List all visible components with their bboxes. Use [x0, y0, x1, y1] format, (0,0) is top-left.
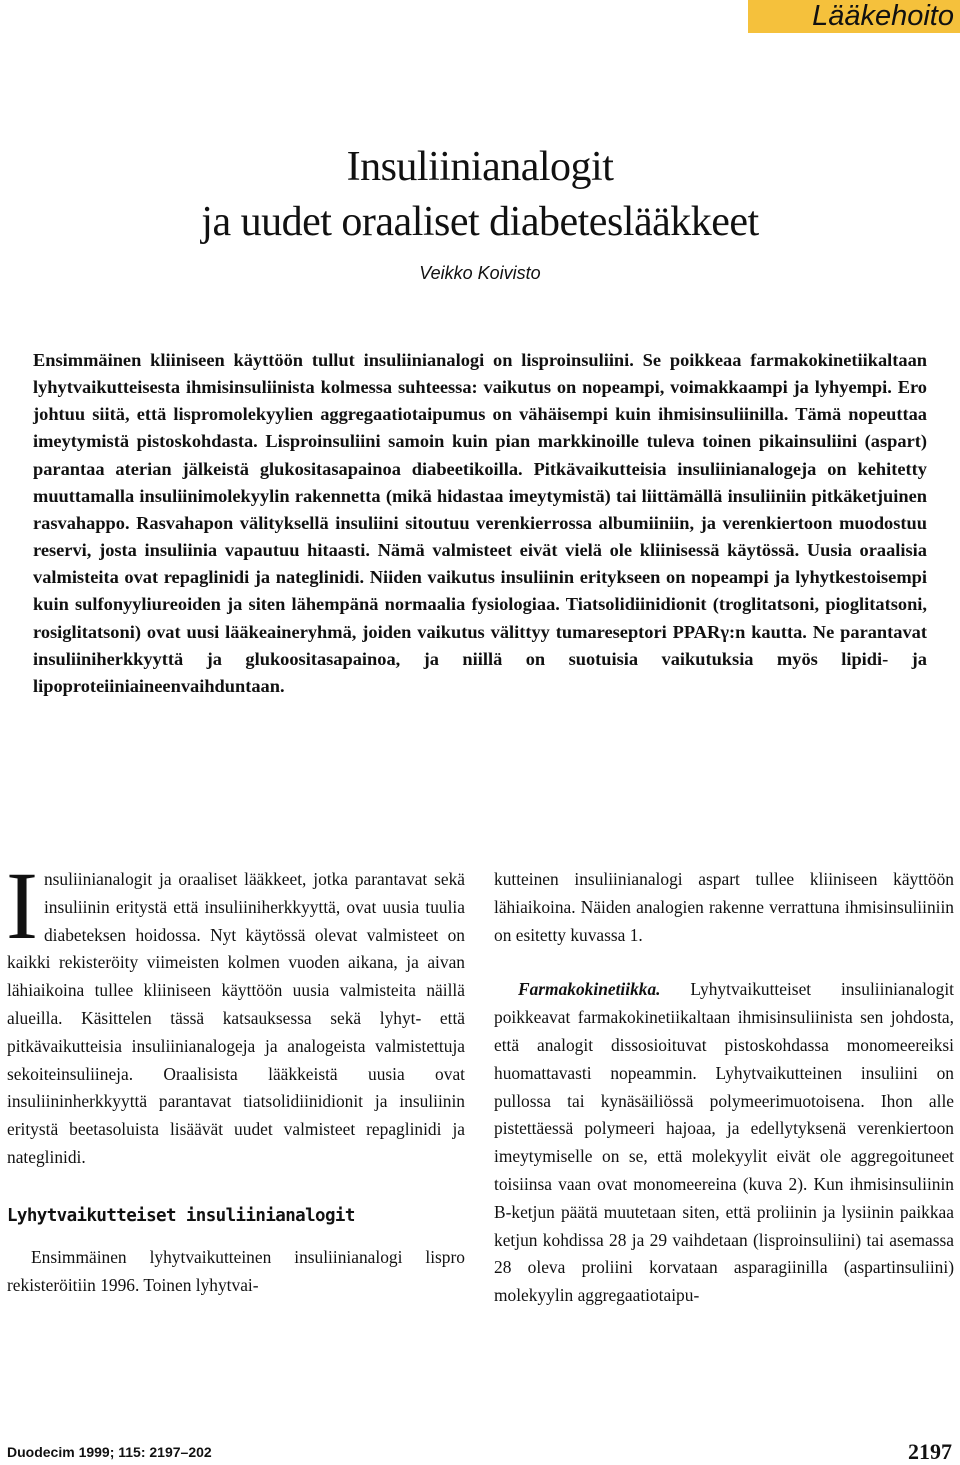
- author-name: Veikko Koivisto: [419, 263, 541, 283]
- right-paragraph-1: kutteinen insuliinianalogi aspart tullee kliiniseen käyttöön lähiaikoina. Näiden analogien rakenne verrattuna ihmisinsuliiniin on esitetty kuvassa 1.: [494, 869, 954, 945]
- intro-paragraph: [6, 852, 465, 1172]
- abstract: Ensimmäinen kliiniseen käyttöön tullut insuliinianalogi on lisproinsuliini. Se poikkeaa farmakokinetiikaltaan lyhytvaikutteisesta ihmisinsuliinista kolmessa suhteessa: vaikutus on nopeampi, voimakkaampi ja lyhyempi. Ero johtuu siitä, että lispromolekyylien aggregaatiotaipumus on vähäisempi kuin ihmisinsuliinilla. Tämä nopeuttaa imeytymistä pistoskohdasta. Lisproinsuliini samoin kuin pian markkinoille tuleva toinen pikainsuliini (aspart) parantaa aterian jälkeistä glukositasapainoa diabeetikoilla. Pitkävaikutteisia insuliinianalogeja on kehitetty muuttamalla insuliinimolekyylin rakennetta (mikä hidastaa imeytymistä) tai liittämällä insuliiniin pitkäketjuinen rasvahappo. Rasvahapon välityksellä insuliini sitoutuu verenkierrossa albumiiniin, ja verenkiertoon muodostuu reservi, josta insuliinia vapautuu hitaasti. Nämä valmisteet eivät vielä ole kliinisessä käytössä. Uusia oraalisia valmisteita ovat repaglinidi ja nateglinidi. Niiden vaikutus insuliinin eritykseen on nopeampi ja lyhytkestoisempi kuin sulfonyyliureoiden ja siten lähempänä normaalia fysiologiaa. Tiatsolidiinidionit (troglitatsoni, pioglitatsoni, rosiglitatsoni) ovat uusi lääkeaineryhmä, joiden vaikutus välittyy tumareseptori PPARγ:n kautta. Ne parantavat insuliiniherkkyyttä ja glukoositasapainoa, ja niillä on suotuisia vaikutuksia myös lipidi- ja lipoproteiiniaineenvaihduntaan.: [33, 350, 927, 696]
- right-column: [494, 866, 954, 1310]
- intro-text: nsuliinianalogit ja oraaliset lääkkeet, jotka parantavat sekä insuliinin eritystä että insuliiniherkkyyttä, ovat uusia tuulia diabeteksen hoidossa. Nyt käytössä olevat valmisteet on kaikki rekisteröity viimeisten kolmen vuoden aikana, ja aivan lähiaikoina tullee kliiniseen käyttöön uusia valmisteita näillä alueilla. Käsittelen tässä katsauksessa sekä lyhyt- että pitkävaikutteisia insuliinianalogeja ja analogeista valmistettuja sekoiteinsuliineja. Oraalisista lääkkeistä uusia ovat insuliininherkkyyttä parantavat tiatsolidiinidionit ja insuliinin eritystä beetasoluista lisäävät uudet valmisteet repaglinidi ja nateglinidi.: [7, 869, 465, 1167]
- article-title: [0, 140, 960, 250]
- citation: Duodecim 1999; 115: 2197–202: [7, 1444, 212, 1460]
- left-paragraph-2: Ensimmäinen lyhytvaikutteinen insuliinianalogi lispro rekisteröitiin 1996. Toinen lyhytvai-: [7, 1246, 465, 1295]
- subheading-farmakokinetiikka: Farmakokinetiikka.: [518, 979, 661, 1000]
- title-line-2: ja uudet oraaliset diabeteslääkkeet: [201, 199, 759, 245]
- left-column: [6, 852, 465, 1299]
- right-paragraph-2-text: Lyhytvaikutteiset insuliinianalogit poikkeavat farmakokinetiikaltaan ihmisinsuliinista sen johdosta, että analogit dissosioituvat pistoskohdassa monomeereiksi huomattavasti nopeammin. Lyhytvaikutteinen insuliini on pullossa tai kynäsäiliössä polymeerimuotoisena. Ihon alle pistettäessä polymeeri hajoaa, ja edellytyksenä verenkiertoon imeytymiselle on se, että molekyylit eivät ole aggregoituneet toisiinsa vaan ovat monomeereina (kuva 2). Kun ihmisinsuliinin B-ketjun päätä muutetaan siten, että proliinin ja lysiinin paikkaa ketjun kohdissa 28 ja 29 vaihdetaan (lisproinsuliini) tai asemassa 28 oleva proliini korvataan asparagiinilla (aspartinsuliini) molekyylin aggregaatiotaipu-: [494, 979, 954, 1306]
- right-paragraph-2: [494, 976, 954, 1310]
- title-line-1: Insuliinianalogit: [346, 144, 614, 190]
- drop-cap: I: [6, 852, 38, 959]
- section-label: Lääkehoito: [748, 0, 960, 33]
- page-number: 2197: [908, 1439, 952, 1464]
- section-heading: Lyhytvaikutteiset insuliinianalogit: [7, 1205, 355, 1226]
